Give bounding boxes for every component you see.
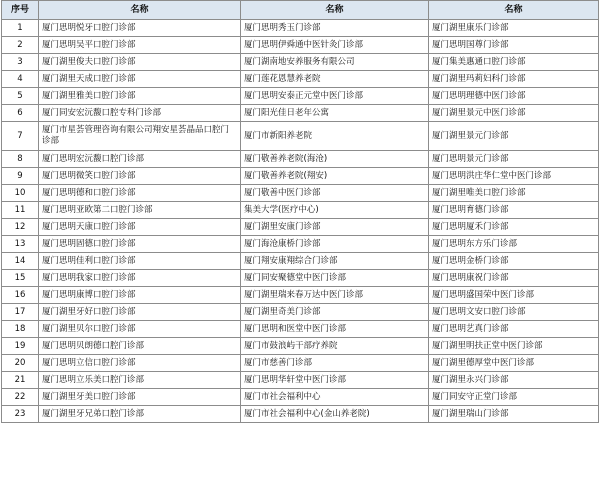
name-cell: 厦门思明文安口腔门诊部: [429, 304, 599, 321]
institution-table: [1, 0, 599, 423]
row-number-cell: 10: [2, 185, 39, 202]
name-cell: 厦门思明华轩堂中医门诊部: [241, 372, 429, 389]
name-cell: 厦门湖里玛莉妇科门诊部: [429, 71, 599, 88]
name-cell: 厦门湖里瑞来春万达中医门诊部: [241, 287, 429, 304]
table-row: [2, 20, 599, 37]
name-cell: 厦门湖里明扶正堂中医门诊部: [429, 338, 599, 355]
table-row: [2, 185, 599, 202]
name-cell: 厦门思明亚欧第二口腔门诊部: [39, 202, 241, 219]
table-row: [2, 88, 599, 105]
name-cell: 集美大学(医疗中心): [241, 202, 429, 219]
name-cell: 厦门市星荟管理咨询有限公司翔安星荟晶品口腔门诊部: [39, 122, 241, 151]
header-seq: 序号: [2, 1, 39, 20]
table-row: [2, 105, 599, 122]
row-number-cell: 18: [2, 321, 39, 338]
name-cell: 厦门思明康祝门诊部: [429, 270, 599, 287]
row-number-cell: 8: [2, 151, 39, 168]
name-cell: 厦门思明安泰正元堂中医门诊部: [241, 88, 429, 105]
table-row: [2, 304, 599, 321]
name-cell: 厦门思明厦禾门诊部: [429, 219, 599, 236]
table-row: [2, 270, 599, 287]
name-cell: 厦门思明康博口腔门诊部: [39, 287, 241, 304]
name-cell: 厦门思明我家口腔门诊部: [39, 270, 241, 287]
row-number-cell: 19: [2, 338, 39, 355]
row-number-cell: 1: [2, 20, 39, 37]
name-cell: 厦门海沧康桥门诊部: [241, 236, 429, 253]
name-cell: 厦门湖里景元门诊部: [429, 122, 599, 151]
name-cell: 厦门思明金桥门诊部: [429, 253, 599, 270]
name-cell: 厦门思明洪庄华仁堂中医门诊部: [429, 168, 599, 185]
name-cell: 厦门思明艺真门诊部: [429, 321, 599, 338]
row-number-cell: 17: [2, 304, 39, 321]
row-number-cell: 14: [2, 253, 39, 270]
name-cell: 厦门市社会福利中心(金山养老院): [241, 406, 429, 423]
name-cell: 厦门湖里唯美口腔门诊部: [429, 185, 599, 202]
header-name-3: 名称: [429, 1, 599, 20]
table-row: [2, 372, 599, 389]
name-cell: 厦门思明德和口腔门诊部: [39, 185, 241, 202]
name-cell: 厦门湖里牙兄弟口腔门诊部: [39, 406, 241, 423]
row-number-cell: 20: [2, 355, 39, 372]
name-cell: 厦门敬善中医门诊部: [241, 185, 429, 202]
name-cell: 厦门湖里德厚堂中医门诊部: [429, 355, 599, 372]
row-number-cell: 7: [2, 122, 39, 151]
name-cell: 厦门思明秀玉门诊部: [241, 20, 429, 37]
table-row: [2, 54, 599, 71]
name-cell: 厦门湖里康乐门诊部: [429, 20, 599, 37]
row-number-cell: 4: [2, 71, 39, 88]
row-number-cell: 13: [2, 236, 39, 253]
row-number-cell: 23: [2, 406, 39, 423]
name-cell: 厦门思明育德门诊部: [429, 202, 599, 219]
table-row: [2, 355, 599, 372]
name-cell: 厦门思明盛国荣中医门诊部: [429, 287, 599, 304]
table-row: [2, 287, 599, 304]
table-row: [2, 168, 599, 185]
header-name-1: 名称: [39, 1, 241, 20]
row-number-cell: 21: [2, 372, 39, 389]
row-number-cell: 16: [2, 287, 39, 304]
name-cell: 厦门思明立乐美口腔门诊部: [39, 372, 241, 389]
name-cell: 厦门市慈善门诊部: [241, 355, 429, 372]
name-cell: 厦门湖里安康门诊部: [241, 219, 429, 236]
table-row: [2, 37, 599, 54]
name-cell: 厦门湖南地安养服务有限公司: [241, 54, 429, 71]
name-cell: 厦门翔安康翔综合门诊部: [241, 253, 429, 270]
name-cell: 厦门湖里永兴门诊部: [429, 372, 599, 389]
name-cell: 厦门思明佳利口腔门诊部: [39, 253, 241, 270]
table-row: [2, 219, 599, 236]
name-cell: 厦门湖里贝尔口腔门诊部: [39, 321, 241, 338]
row-number-cell: 9: [2, 168, 39, 185]
table-row: [2, 151, 599, 168]
name-cell: 厦门湖里天成口腔门诊部: [39, 71, 241, 88]
name-cell: 厦门湖里瑞山门诊部: [429, 406, 599, 423]
table-row: [2, 71, 599, 88]
name-cell: 厦门同安聚德堂中医门诊部: [241, 270, 429, 287]
name-cell: 厦门湖里俊夫口腔门诊部: [39, 54, 241, 71]
table-row: [2, 202, 599, 219]
name-cell: 厦门思明天康口腔门诊部: [39, 219, 241, 236]
name-cell: 厦门思明立信口腔门诊部: [39, 355, 241, 372]
name-cell: 厦门思明和医堂中医门诊部: [241, 321, 429, 338]
name-cell: 厦门市新阳养老院: [241, 122, 429, 151]
header-name-2: 名称: [241, 1, 429, 20]
name-cell: 厦门湖里牙美口腔门诊部: [39, 389, 241, 406]
name-cell: 厦门湖里牙好口腔门诊部: [39, 304, 241, 321]
name-cell: 厦门集美惠通口腔门诊部: [429, 54, 599, 71]
name-cell: 厦门莲花恩慧养老院: [241, 71, 429, 88]
table-row: [2, 406, 599, 423]
table-row: [2, 122, 599, 151]
name-cell: 厦门思明固德口腔门诊部: [39, 236, 241, 253]
row-number-cell: 2: [2, 37, 39, 54]
row-number-cell: 15: [2, 270, 39, 287]
name-cell: 厦门市鼓浪屿干部疗养院: [241, 338, 429, 355]
name-cell: 厦门同安守正堂门诊部: [429, 389, 599, 406]
name-cell: 厦门思明宏沅馥口腔门诊部: [39, 151, 241, 168]
name-cell: 厦门思明景元门诊部: [429, 151, 599, 168]
table-row: [2, 321, 599, 338]
row-number-cell: 3: [2, 54, 39, 71]
name-cell: 厦门湖里景元中医门诊部: [429, 105, 599, 122]
name-cell: 厦门思明微笑口腔门诊部: [39, 168, 241, 185]
table-body: [2, 20, 599, 423]
name-cell: 厦门思明国尊门诊部: [429, 37, 599, 54]
name-cell: 厦门思明伊舜通中医针灸门诊部: [241, 37, 429, 54]
name-cell: 厦门市社会福利中心: [241, 389, 429, 406]
table-row: [2, 389, 599, 406]
name-cell: 厦门湖里雅美口腔门诊部: [39, 88, 241, 105]
row-number-cell: 5: [2, 88, 39, 105]
name-cell: 厦门思明东方乐门诊部: [429, 236, 599, 253]
table-row: [2, 253, 599, 270]
table-row: [2, 338, 599, 355]
name-cell: 厦门敬善养老院(翔安): [241, 168, 429, 185]
name-cell: 厦门思明贝朗德口腔门诊部: [39, 338, 241, 355]
table-row: [2, 236, 599, 253]
name-cell: 厦门同安宏沅馥口腔专科门诊部: [39, 105, 241, 122]
row-number-cell: 22: [2, 389, 39, 406]
name-cell: 厦门思明理德中医门诊部: [429, 88, 599, 105]
name-cell: 厦门敬善养老院(海沧): [241, 151, 429, 168]
table-header-row: [2, 1, 599, 20]
row-number-cell: 11: [2, 202, 39, 219]
name-cell: 厦门阳光佳日老年公寓: [241, 105, 429, 122]
name-cell: 厦门思明吴平口腔门诊部: [39, 37, 241, 54]
name-cell: 厦门思明悦牙口腔门诊部: [39, 20, 241, 37]
row-number-cell: 12: [2, 219, 39, 236]
name-cell: 厦门湖里奇美门诊部: [241, 304, 429, 321]
row-number-cell: 6: [2, 105, 39, 122]
